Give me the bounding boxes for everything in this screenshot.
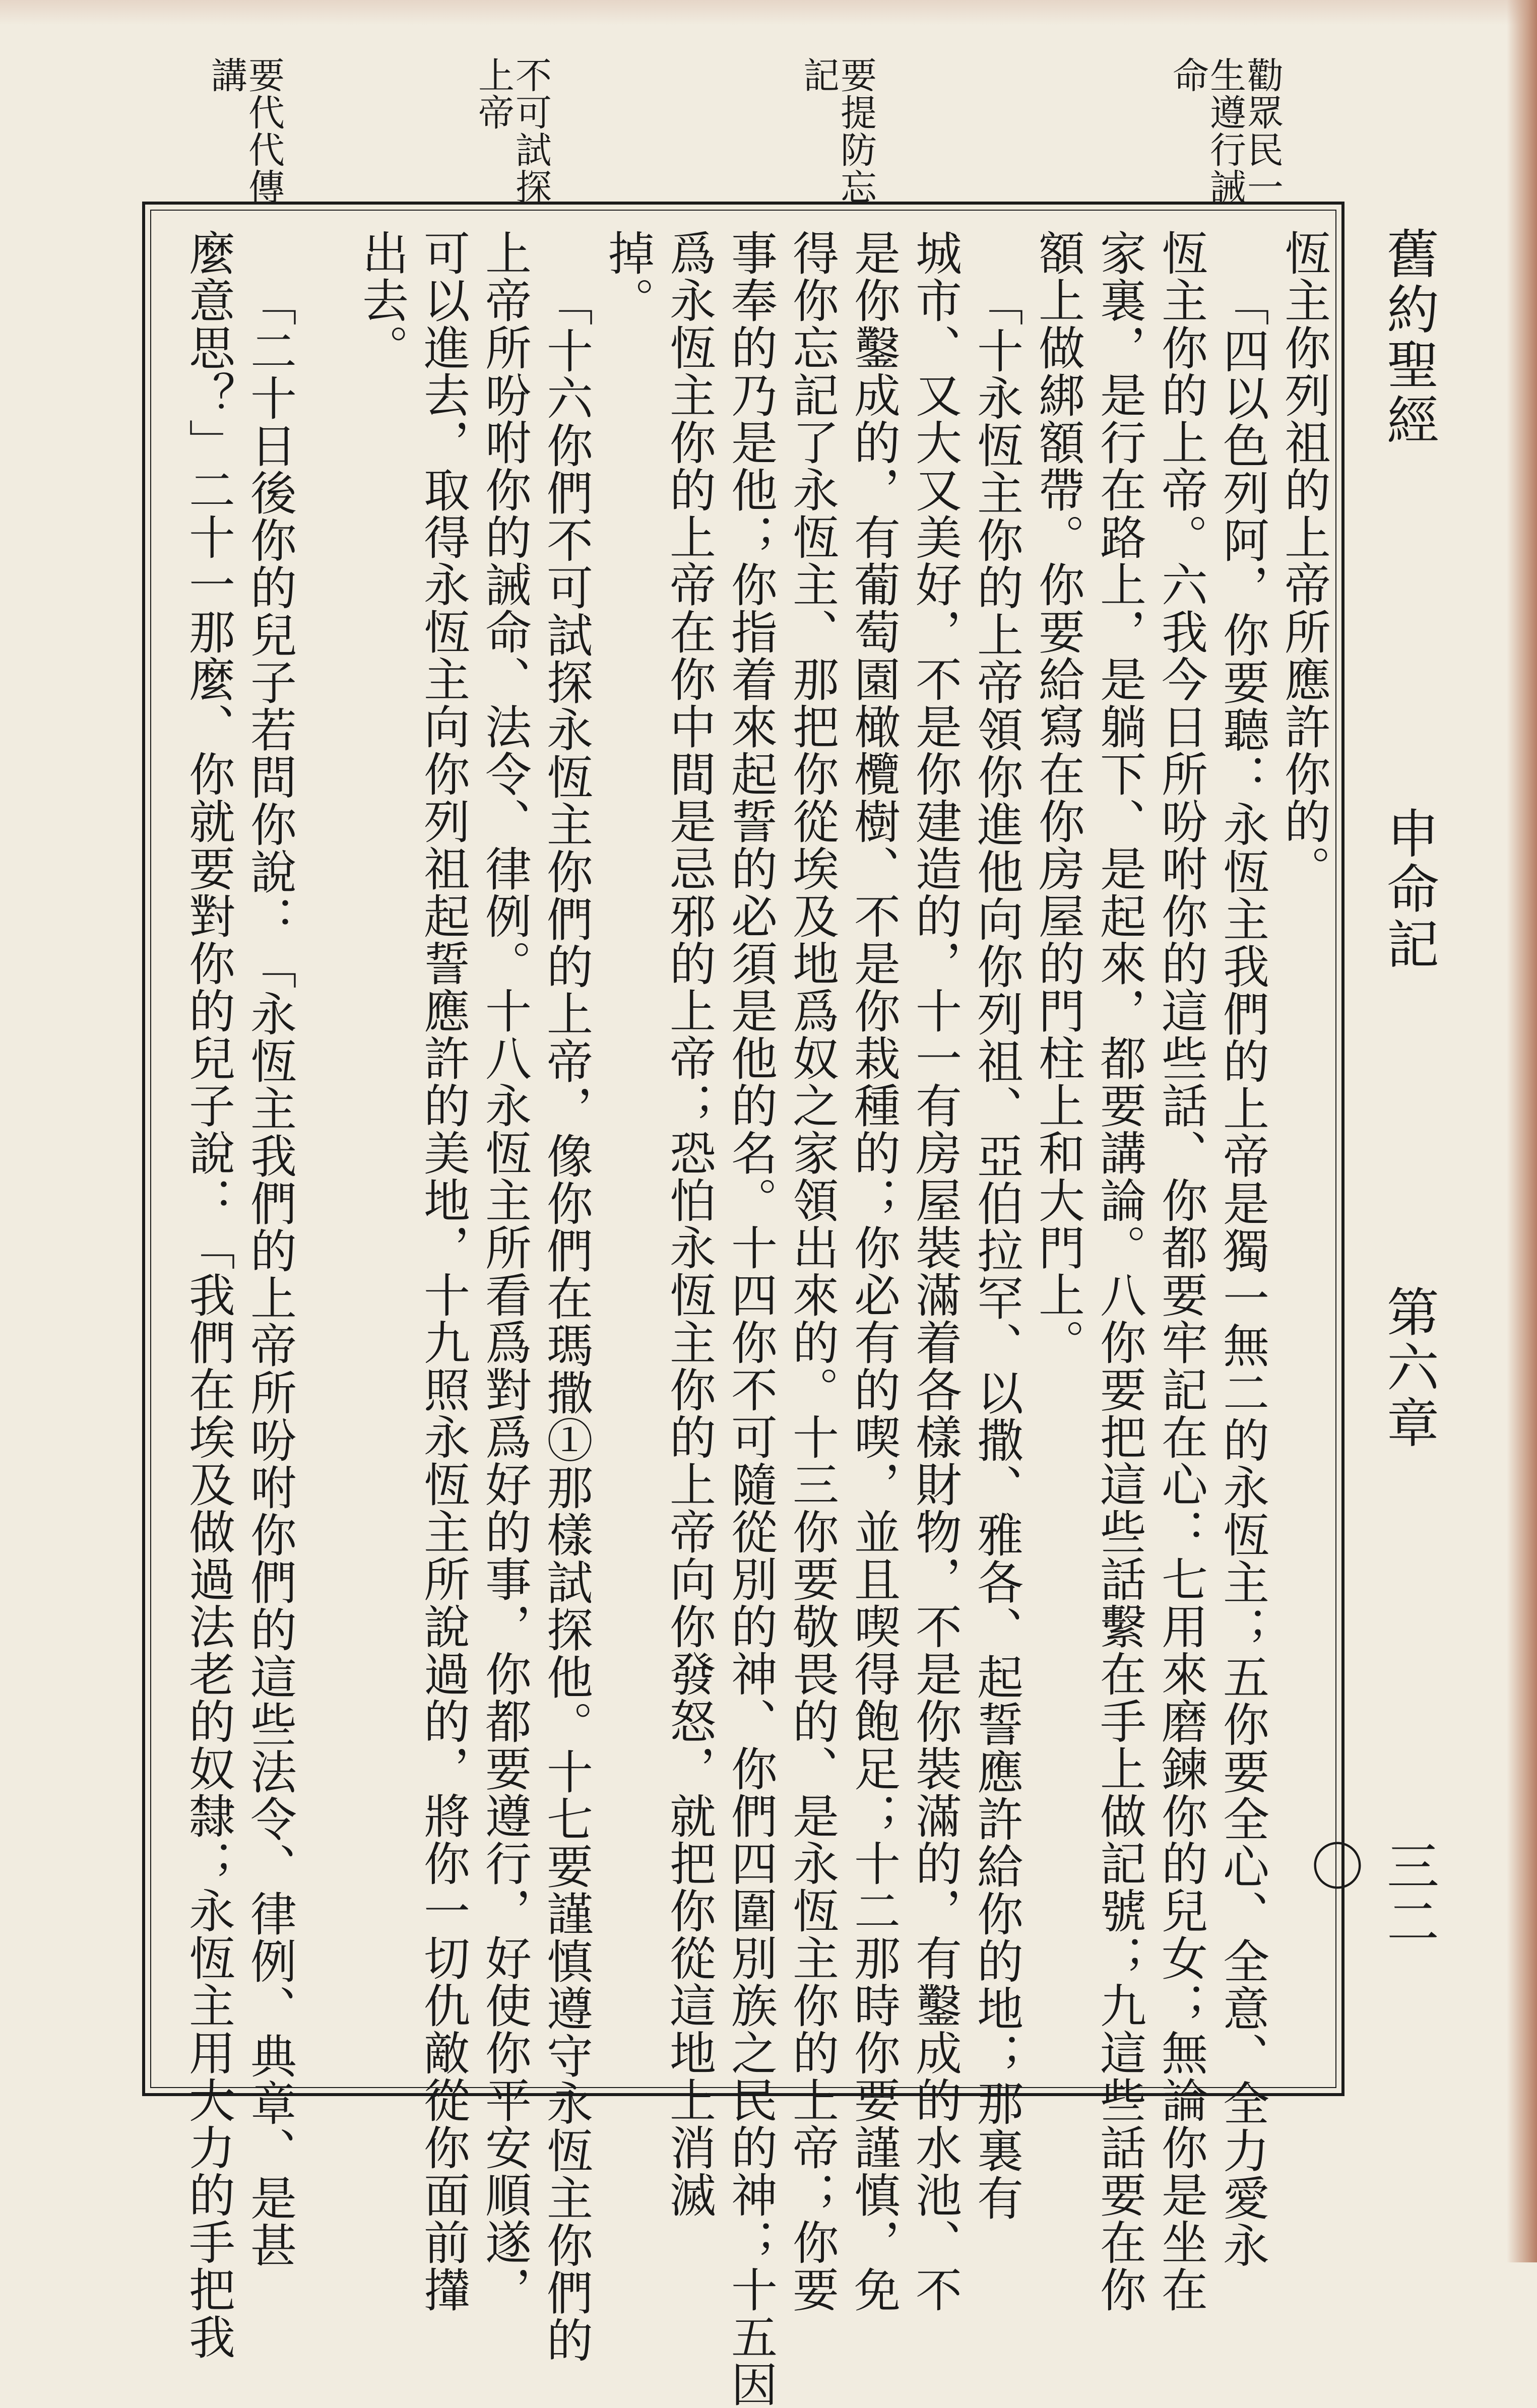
chapter-label: 第六章 [1378, 1285, 1439, 1451]
text-column: 城市、又大又美好，不是你建造的，十一有房屋裝滿着各樣財物，不是你裝滿的，有鑿成的水池、不 [908, 229, 962, 2313]
text-column: 上帝所吩咐你的誡命、法令、律例。十八永恆主所看爲對爲好的事，你都要遵行，好使你平安順遂， [478, 229, 532, 2313]
book-title: 舊約聖經 [1378, 227, 1439, 448]
text-column: 麼意思？」二十一那麼、你就要對你的兒子說：「我們在埃及做過法老的奴隸；永恆主用大力的手把我 [181, 229, 235, 2361]
text-column: 爲永恆主你的上帝在你中間是忌邪的上帝；恐怕永恆主你的上帝向你發怒，就把你從這地上消滅 [662, 229, 716, 2219]
text-column: 恆主你列祖的上帝所應許你的。 [1277, 229, 1331, 892]
section-title: 申命記 [1378, 806, 1439, 972]
text-column: 「十永恆主你的上帝領你進他向你列祖、亞伯拉罕、以撒、雅各、起誓應許給你的地；那裏有 [970, 280, 1023, 2222]
text-column: 恆主你的上帝。六我今日所吩咐你的這些話、你都要牢記在心：七用來磨鍊你的兒女；無論你是坐在 [1154, 229, 1208, 2313]
text-column: 是你鑿成的，有葡萄園橄欖樹、不是你栽種的；你必有的喫，並且喫得飽足；十二那時你要謹慎，免 [847, 229, 901, 2313]
text-column: 出去。 [355, 229, 409, 371]
margin-note: 不可試探上帝 [472, 56, 552, 206]
text-column: 掉。 [601, 229, 655, 324]
text-column: 家裏，是行在路上，是躺下、是起來，都要講論。八你要把這些話繫在手上做記號；九這些話要在你 [1093, 229, 1146, 2313]
text-column: 可以進去，取得永恆主向你列祖起誓應許的美地，十九照永恆主所說過的，將你一切仇敵從你面前攆 [416, 229, 470, 2313]
text-column: 得你忘記了永恆主、那把你從埃及地爲奴之家領出來的。十三你要敬畏的、是永恆主你的上帝；你要 [785, 229, 839, 2313]
text-column: 額上做綁額帶。你要給寫在你房屋的門柱上和大門上。 [1031, 229, 1085, 1366]
page-edge-stain [1507, 0, 1537, 2262]
text-column: 「十六你們不可試探永恆主你們的上帝，像你們在瑪撒①那樣試探他。十七要謹慎遵守永恆主你們的 [539, 280, 593, 2364]
text-column: 「二十日後你的兒子若問你說：「永恆主我們的上帝所吩咐你們的這些法令、律例、典章、是甚 [243, 280, 297, 2269]
page-top-stain [0, 0, 1537, 25]
margin-note: 勸眾民一生遵行誡命 [1167, 56, 1284, 206]
text-column: 「四以色列阿，你要聽：永恆主我們的上帝是獨一無二的永恆主；五你要全心、全意、全力愛永 [1215, 280, 1269, 2269]
page-number: 三二〇 [1302, 1839, 1439, 1950]
margin-note: 要代代傳講 [205, 56, 285, 206]
text-column: 事奉的乃是他；你指着來起誓的必須是他的名。十四你不可隨從別的神、你們四圍別族之民的神；十五因 [724, 229, 778, 2408]
margin-note: 要提防忘記 [797, 56, 877, 206]
